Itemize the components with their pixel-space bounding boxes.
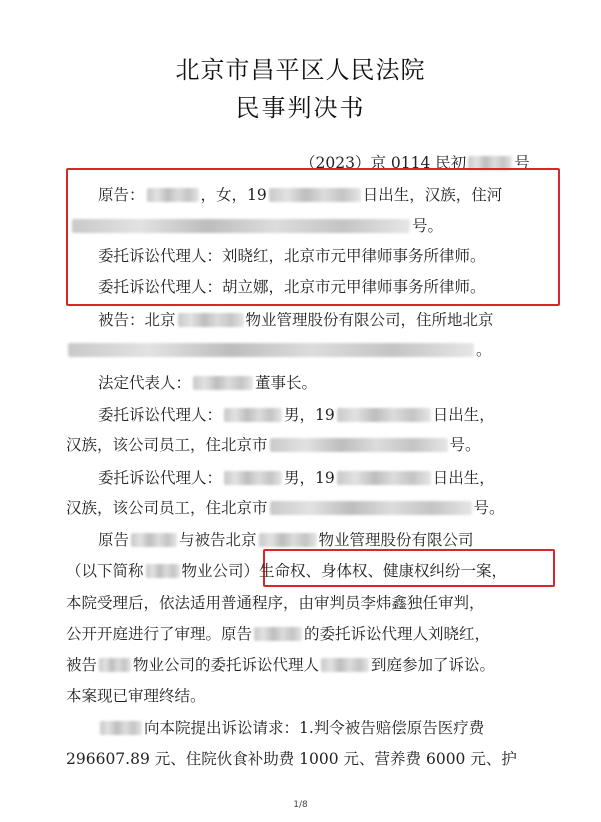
- plaintiff-agent-2: 委托诉讼代理人：胡立娜，北京市元甲律师事务所律师。: [98, 278, 486, 296]
- case-number-prefix: （2023）京 0114 民初: [300, 154, 467, 172]
- body-para-2-line-2: 296607.89 元、住院伙食补助费 1000 元、营养费 6000 元、护: [66, 750, 517, 768]
- defendant-agent-2-line-2: [66, 498, 505, 518]
- redacted-text: [99, 658, 131, 672]
- plaintiff-line-1: [98, 185, 502, 205]
- defendant-line-2-end: 。: [476, 341, 492, 359]
- agent-residence: 汉族，该公司员工，住北京市: [66, 499, 268, 517]
- plaintiff-line-2: [70, 216, 443, 236]
- redacted-text: [337, 408, 431, 422]
- redacted-text: [68, 343, 474, 357]
- redacted-text: [131, 533, 177, 547]
- redacted-text: [270, 501, 472, 515]
- agent-label: 委托诉讼代理人：: [98, 406, 223, 424]
- body-text: 到庭参加了诉讼。: [371, 656, 496, 674]
- redacted-text: [254, 627, 302, 641]
- redacted-text: [178, 313, 244, 327]
- redacted-text: [224, 408, 282, 422]
- plaintiff-agent-1: 委托诉讼代理人：刘晓红，北京市元甲律师事务所律师。: [98, 247, 486, 265]
- defendant-agent-1-line-2: [66, 435, 481, 455]
- plaintiff-birth-suffix: 日出生，汉族，住河: [362, 186, 503, 204]
- body-text: 原告: [98, 531, 130, 549]
- agent-residence: 汉族，该公司员工，住北京市: [66, 436, 268, 454]
- redacted-text: [147, 188, 199, 202]
- redacted-text: [100, 721, 142, 735]
- redacted-text: [259, 533, 317, 547]
- redacted-text: [270, 438, 448, 452]
- page-number: 1/8: [293, 800, 308, 810]
- body-text: （以下简称: [66, 562, 144, 580]
- agent-gender-birth: 男，19: [284, 469, 335, 487]
- plaintiff-gender-birth: ，女，19: [200, 186, 267, 204]
- document-type-title: 民事判决书: [235, 94, 366, 122]
- body-para-1-line-6: 本案现已审理终结。: [66, 687, 206, 705]
- agent-residence-end: 号。: [473, 499, 505, 517]
- redacted-text: [337, 471, 431, 485]
- body-text: 与被告北京: [179, 531, 257, 549]
- redacted-text: [193, 376, 253, 390]
- redacted-text: [224, 471, 282, 485]
- defendant-line-1: [98, 310, 494, 330]
- redacted-text: [72, 219, 410, 233]
- body-text: 向本院提出诉讼请求：1.判令被告赔偿原告医疗费: [144, 719, 485, 737]
- agent-residence-end: 号。: [449, 436, 481, 454]
- body-para-1-line-3: 本院受理后，依法适用普通程序，由审判员李炜鑫独任审判，: [66, 594, 485, 612]
- body-text: 物业公司）: [181, 562, 260, 580]
- body-para-1-line-4: [66, 624, 490, 644]
- body-text: 公开开庭进行了审理。原告: [66, 625, 253, 643]
- body-para-1-line-1: [98, 530, 474, 550]
- redacted-text: [321, 658, 369, 672]
- body-text: 物业管理股份有限公司: [318, 531, 474, 549]
- agent-gender-birth: 男，19: [284, 406, 335, 424]
- legal-rep-label: 法定代表人：: [98, 374, 192, 392]
- defendant-agent-1-line-1: [98, 405, 495, 425]
- redacted-text: [146, 564, 180, 578]
- agent-birth-suffix: 日出生，: [432, 406, 495, 424]
- body-para-2-line-1: [98, 718, 484, 738]
- plaintiff-address-end: 号。: [412, 217, 444, 235]
- court-name: 北京市昌平区人民法院: [175, 56, 426, 84]
- defendant-agent-2-line-1: [98, 468, 495, 488]
- case-type-text: 生命权、身体权、健康权纠纷一案，: [259, 562, 508, 580]
- legal-rep-title: 董事长。: [255, 374, 318, 392]
- defendant-line-2: [66, 340, 492, 360]
- body-text: 被告: [66, 656, 98, 674]
- body-para-1-line-2: [66, 561, 507, 581]
- body-text: 物业公司的委托诉讼代理人: [133, 656, 320, 674]
- redacted-text: [269, 188, 361, 202]
- defendant-name-suffix: 物业管理股份有限公司，住所地北京: [245, 311, 494, 329]
- agent-label: 委托诉讼代理人：: [98, 469, 223, 487]
- case-number-suffix: 号: [514, 154, 530, 172]
- body-para-1-line-5: [66, 655, 495, 675]
- body-text: 的委托诉讼代理人刘晓红，: [304, 625, 491, 643]
- plaintiff-label: 原告：: [98, 186, 145, 204]
- agent-birth-suffix: 日出生，: [432, 469, 495, 487]
- defendant-prefix: 被告：北京: [98, 311, 176, 329]
- legal-rep-line: [98, 373, 317, 393]
